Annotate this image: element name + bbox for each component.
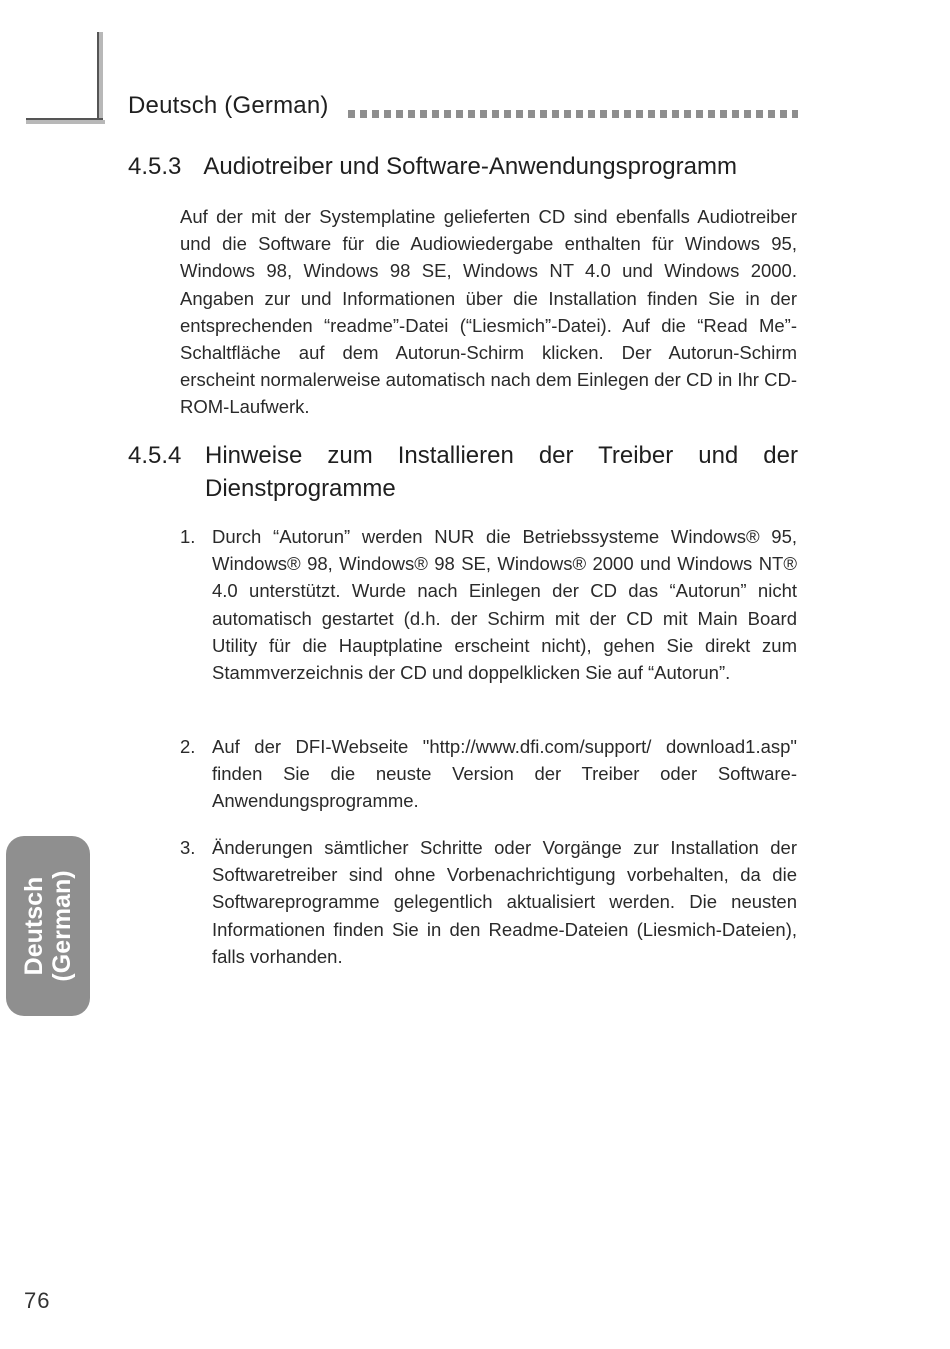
list-item-text: Auf der DFI-Webseite "http://www.dfi.com/support/ download1.asp" finden Sie die neuste Version der Treiber oder Software-Anwendungsprogramme. (212, 736, 797, 812)
corner-mark-horizontal (26, 120, 105, 124)
section-title: Audiotreiber und Software-Anwendungsprogramm (203, 153, 737, 180)
corner-mark-vertical (99, 32, 103, 122)
list-item-text: Durch “Autorun” werden NUR die Betriebssysteme Windows® 95, Windows® 98, Windows® 98 SE, Windows® 2000 und Windows NT® 4.0 unterstützt. Wurde nach Einlegen der CD das “Autorun” nicht automatisch gestartet (d.h. der Schirm mit der CD mit Main Board Utility für die Hauptplatine erscheint nicht), gehen Sie direkt zum Stammverzeichnis der CD und doppelklicken Sie auf “Autorun”. (212, 526, 797, 684)
side-tab-line-2: (German) (48, 870, 76, 982)
side-tab-label (20, 870, 76, 981)
list-marker: 1. (180, 526, 196, 547)
section-heading-4-5-4 (128, 439, 798, 505)
section-body-paragraph: Auf der mit der Systemplatine gelieferten CD sind ebenfalls Audiotreiber und die Software für die Audiowiedergabe enthalten für Windows 95, Windows 98, Windows 98 SE, Windows NT 4.0 und Windows 2000. Angaben zur und Informationen über die Installation finden Sie in der entsprechenden “readme”-Datei (“Liesmich”-Datei). Auf die “Read Me”-Schaltfläche auf dem Autorun-Schirm klicken. Der Autorun-Schirm erscheint normalerweise automatisch nach dem Einlegen der CD in Ihr CD-ROM-Laufwerk. (180, 206, 797, 418)
list-item-1 (180, 523, 797, 713)
list-item-3 (180, 834, 797, 974)
list-item-text: Änderungen sämtlicher Schritte oder Vorgänge zur Installation der Softwaretreiber sind ohne Vorbenachrichtigung vorbehalten, da die Softwareprogramme gelegentlich aktualisiert werden. Die neusten Informationen finden Sie in den Readme-Dateien (Liesmich-Dateien), falls vorhanden. (212, 837, 797, 967)
section-heading-4-5-3 (128, 150, 808, 183)
running-head-dot-rule (348, 110, 798, 118)
section-number: 4.5.4 (128, 442, 182, 469)
list-marker: 3. (180, 837, 196, 858)
running-head: Deutsch (German) (128, 92, 329, 119)
section-number: 4.5.3 (128, 153, 182, 180)
list-marker: 2. (180, 736, 196, 757)
list-item-2 (180, 733, 797, 817)
page-number: 76 (24, 1288, 51, 1313)
side-tab-line-1: Deutsch (20, 876, 48, 976)
section-title: Hinweise zum Installieren der Treiber und der Dienstprogramme (205, 442, 798, 502)
language-side-tab (6, 836, 90, 1016)
